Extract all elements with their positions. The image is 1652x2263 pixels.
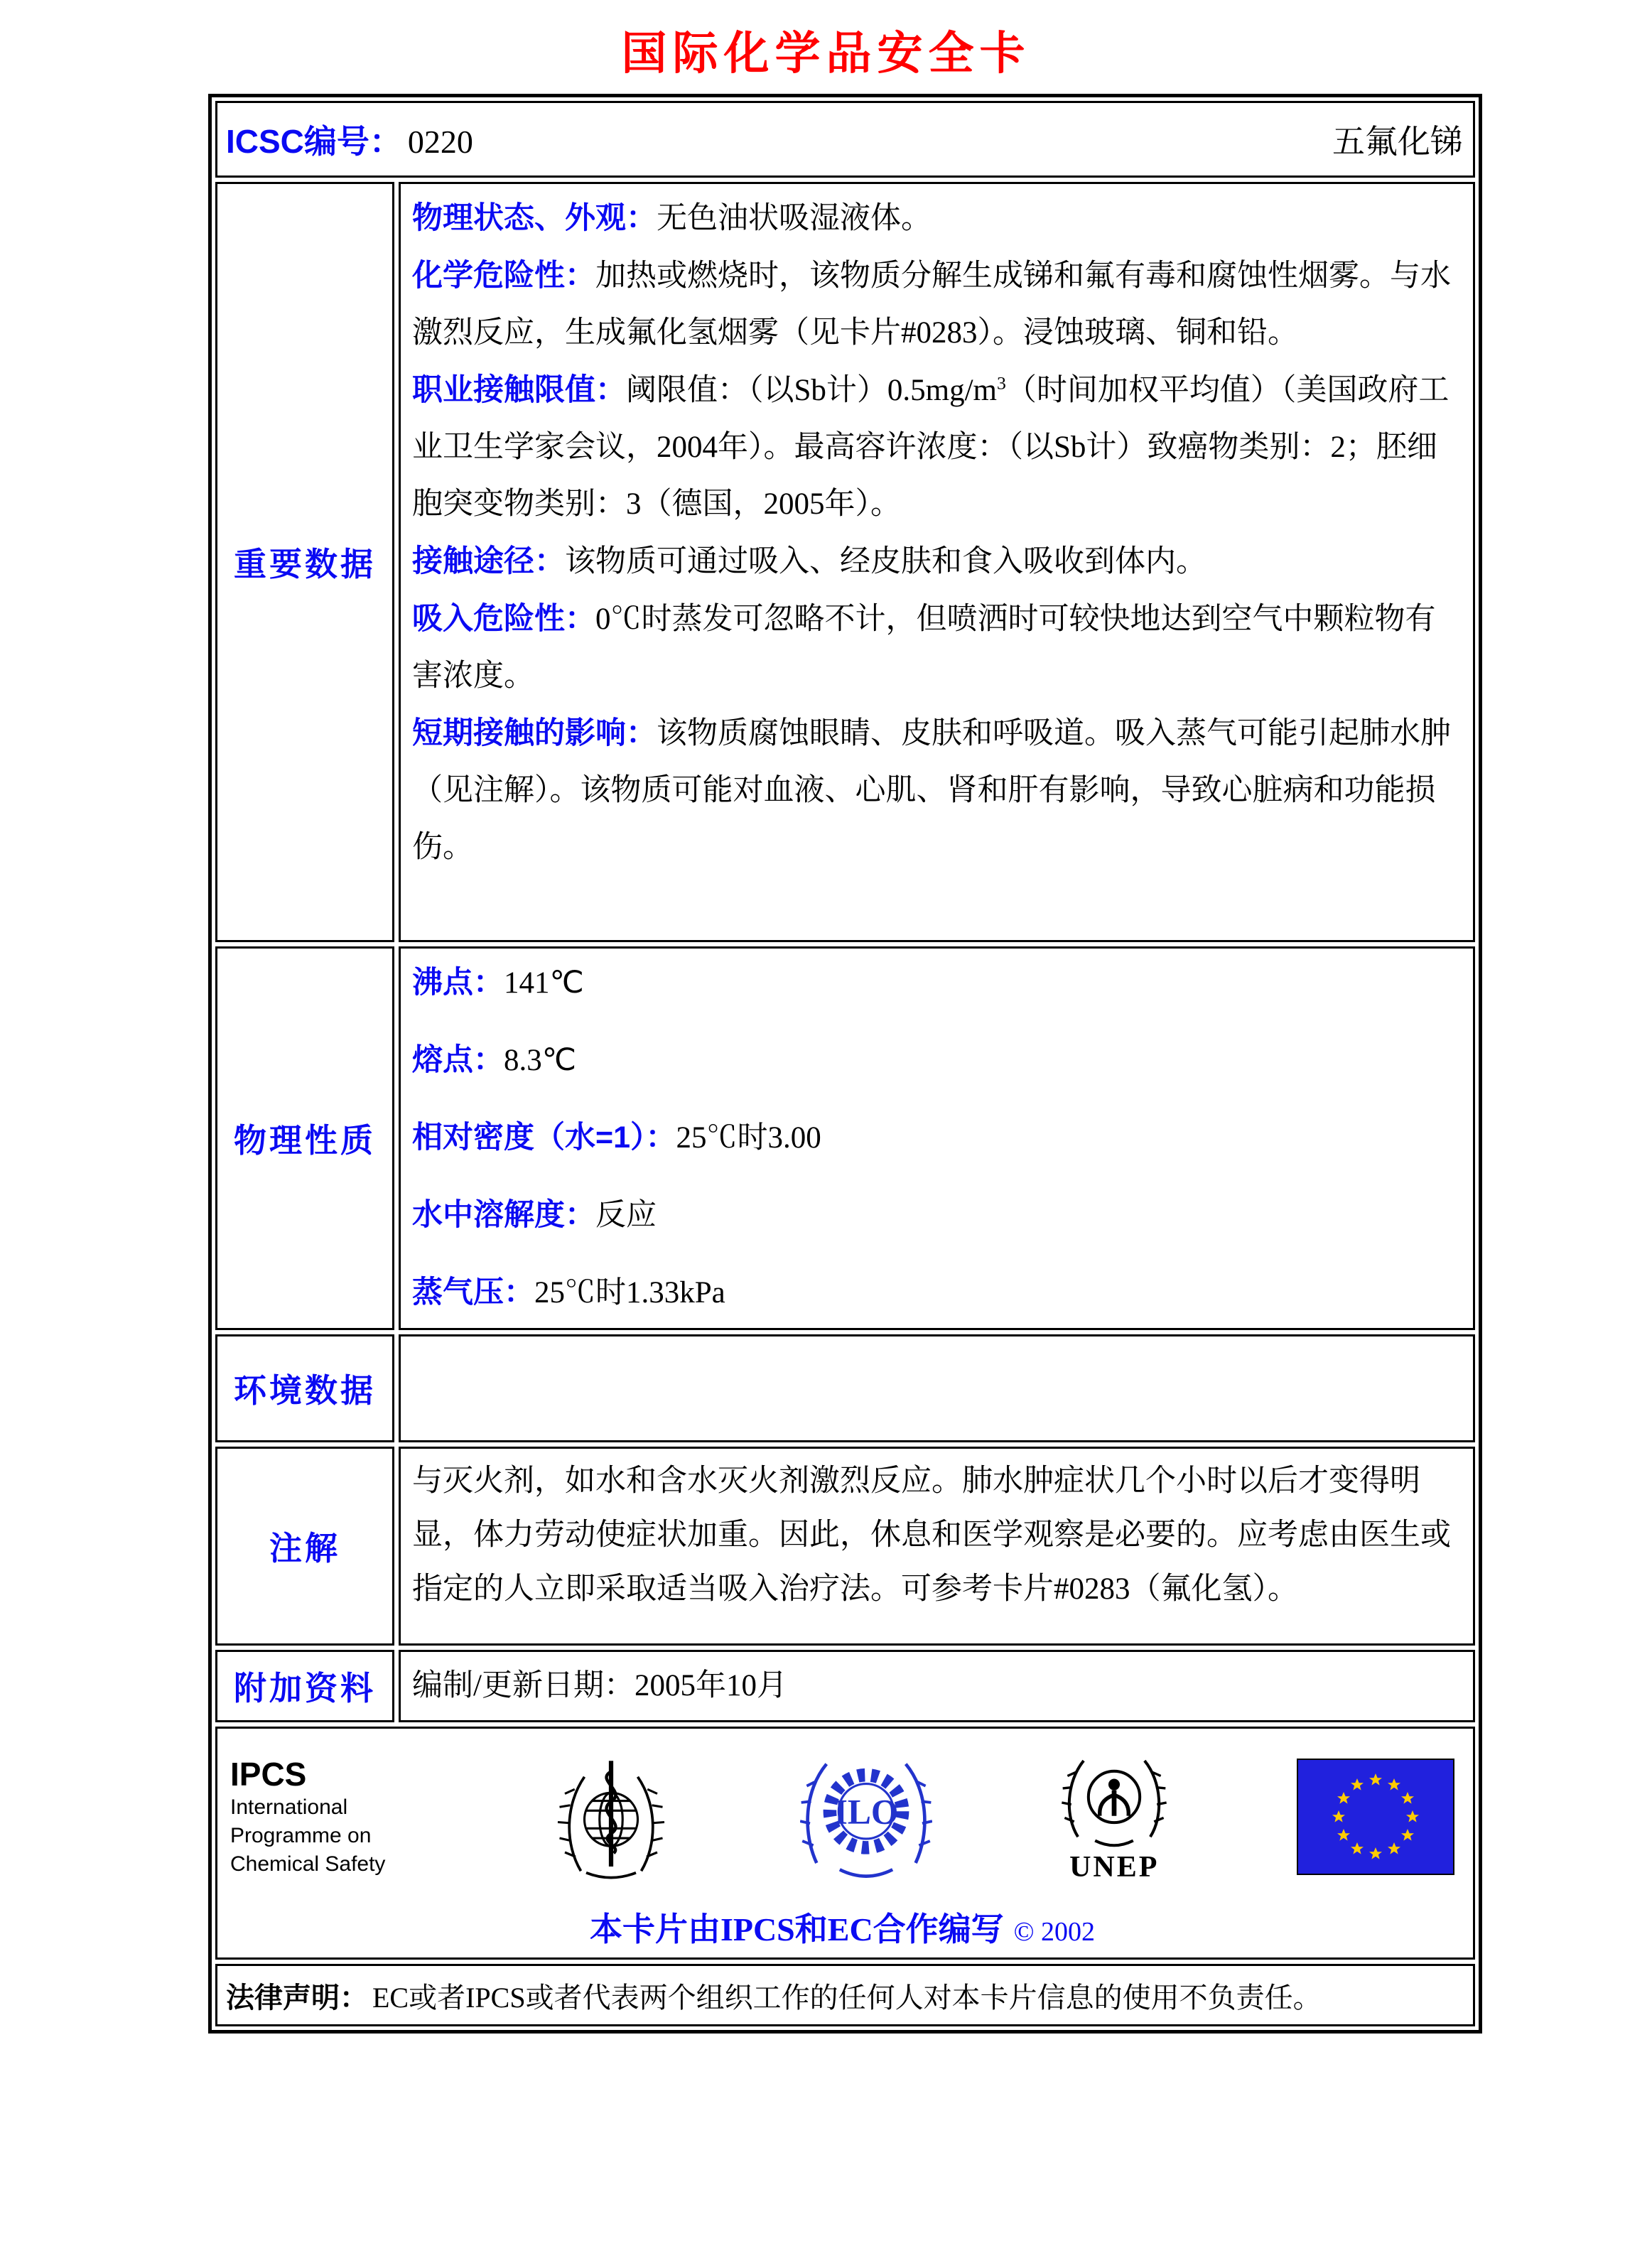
ipcs-text-block: [230, 1755, 422, 1879]
field-text: 0℃时蒸发可忽略不计，但喷洒时可较快地达到空气中颗粒物有害浓度。: [412, 603, 1436, 693]
section-label-additional-info: 附加资料: [215, 1650, 394, 1722]
section-label-notes: 注解: [215, 1447, 394, 1646]
section-label-physical-properties: 物理性质: [215, 946, 394, 1330]
important-data-item: [412, 362, 1462, 533]
ipcs-subtitle-line: Programme on: [230, 1824, 372, 1847]
field-label: 蒸气压：: [412, 1275, 534, 1309]
field-text: 无色油状吸湿液体。: [657, 202, 932, 235]
field-label: 职业接触限值：: [412, 373, 626, 407]
important-data-row: [215, 182, 1475, 942]
important-data-item: [412, 190, 1462, 247]
property-item: [412, 1109, 1462, 1167]
ipcs-subtitle-line: International: [230, 1795, 348, 1819]
superscript: 3: [997, 372, 1006, 394]
important-data-item: [412, 533, 1462, 590]
physical-properties-content: [399, 946, 1475, 1330]
important-data-content: [399, 182, 1475, 942]
chemical-name: 五氟化锑: [1332, 124, 1463, 160]
icsc-number-group: [226, 116, 473, 163]
icsc-page: [0, 17, 1652, 2263]
legal-label: 法律声明：: [226, 1982, 368, 2014]
field-label: 沸点：: [412, 966, 504, 1000]
page-title: 国际化学品安全卡: [621, 28, 1031, 79]
field-label: 物理状态、外观：: [412, 201, 657, 235]
field-text: 该物质可通过吸入、经皮肤和食入吸收到体内。: [565, 545, 1206, 578]
field-label: 化学危险性：: [412, 259, 595, 293]
additional-info-row: [215, 1650, 1475, 1722]
unep-emblem-icon: [1057, 1749, 1172, 1856]
cooperation-line: [230, 1903, 1454, 1950]
field-label: 短期接触的影响：: [412, 716, 657, 750]
legal-row: [215, 1964, 1475, 2026]
copyright-text: © 2002: [1013, 1917, 1096, 1947]
legal-text: EC或者IPCS或者代表两个组织工作的任何人对本卡片信息的使用不负责任。: [372, 1981, 1322, 2014]
icsc-card: [208, 94, 1482, 2034]
property-item: [412, 1264, 1462, 1322]
unep-label: UNEP: [1069, 1851, 1160, 1884]
field-label: 相对密度（水=1）：: [412, 1120, 676, 1155]
cooperation-text: 本卡片由IPCS和EC合作编写: [589, 1911, 1004, 1948]
svg-text:ILO: ILO: [833, 1792, 898, 1832]
property-item: [412, 954, 1462, 1012]
who-emblem-icon: [547, 1740, 675, 1894]
additional-info-content: 编制/更新日期：2005年10月: [399, 1650, 1475, 1722]
field-text: 该物质腐蚀眼睛、皮肤和呼吸道。吸入蒸气可能引起肺水肿（见注解）。该物质可能对血液、心肌、肾和肝有影响，导致心脏病和功能损伤。: [412, 717, 1451, 864]
environmental-data-content: [399, 1334, 1475, 1442]
field-text: 加热或燃烧时，该物质分解生成锑和氟有毒和腐蚀性烟雾。与水激烈反应，生成氟化氢烟雾（见卡片#0283）。浸蚀玻璃、铜和铅。: [412, 259, 1451, 350]
notes-row: [215, 1447, 1475, 1646]
unep-block: [1057, 1749, 1172, 1884]
field-label: 熔点：: [412, 1043, 504, 1077]
field-text: 141℃: [504, 966, 584, 1000]
field-label: 水中溶解度：: [412, 1198, 595, 1232]
eu-flag-icon: [1297, 1759, 1454, 1875]
field-text: 25℃时3.00: [676, 1121, 821, 1155]
icsc-number-label: ICSC编号：: [226, 123, 402, 160]
ilo-emblem-icon: [800, 1749, 932, 1885]
header-box: [215, 101, 1475, 178]
field-text: （时间加权平均值）（美国政府工业卫生学家会议，2004年）。最高容许浓度：（以Sb计）致癌物类别：2；胚细胞突变物类别：3（德国，2005年）。: [412, 374, 1449, 521]
field-label: 吸入危险性：: [412, 602, 595, 636]
important-data-item: [412, 590, 1462, 705]
field-text: 阈限值：（以Sb计）0.5mg/m: [626, 374, 998, 407]
section-label-environmental-data: 环境数据: [215, 1334, 394, 1442]
property-item: [412, 1187, 1462, 1244]
footer-row: [215, 1727, 1475, 1960]
ipcs-subtitle-line: Chemical Safety: [230, 1852, 386, 1876]
header-row: [215, 101, 1475, 178]
important-data-item: [412, 705, 1462, 876]
field-label: 接触途径：: [412, 544, 565, 578]
field-text: 25℃时1.33kPa: [534, 1276, 725, 1309]
field-text: 8.3℃: [504, 1044, 577, 1077]
notes-content: [399, 1447, 1475, 1646]
environmental-data-row: [215, 1334, 1475, 1442]
field-text: 反应: [595, 1199, 657, 1232]
important-data-item: [412, 247, 1462, 362]
ipcs-title: IPCS: [230, 1756, 307, 1793]
footer-box: [215, 1727, 1475, 1960]
section-label-important-data: 重要数据: [215, 182, 394, 942]
logos-strip: [230, 1740, 1454, 1894]
physical-properties-row: [215, 946, 1475, 1330]
notes-text: 与灭火剂，如水和含水灭火剂激烈反应。肺水肿症状几个小时以后才变得明显，体力劳动使症状加重。因此，休息和医学观察是必要的。应考虑由医生或指定的人立即采取适当吸入治疗法。可参考卡片#0283（氟化氢）。: [412, 1464, 1451, 1606]
legal-box: [215, 1964, 1475, 2026]
property-item: [412, 1032, 1462, 1089]
icsc-number-value: 0220: [407, 124, 473, 160]
